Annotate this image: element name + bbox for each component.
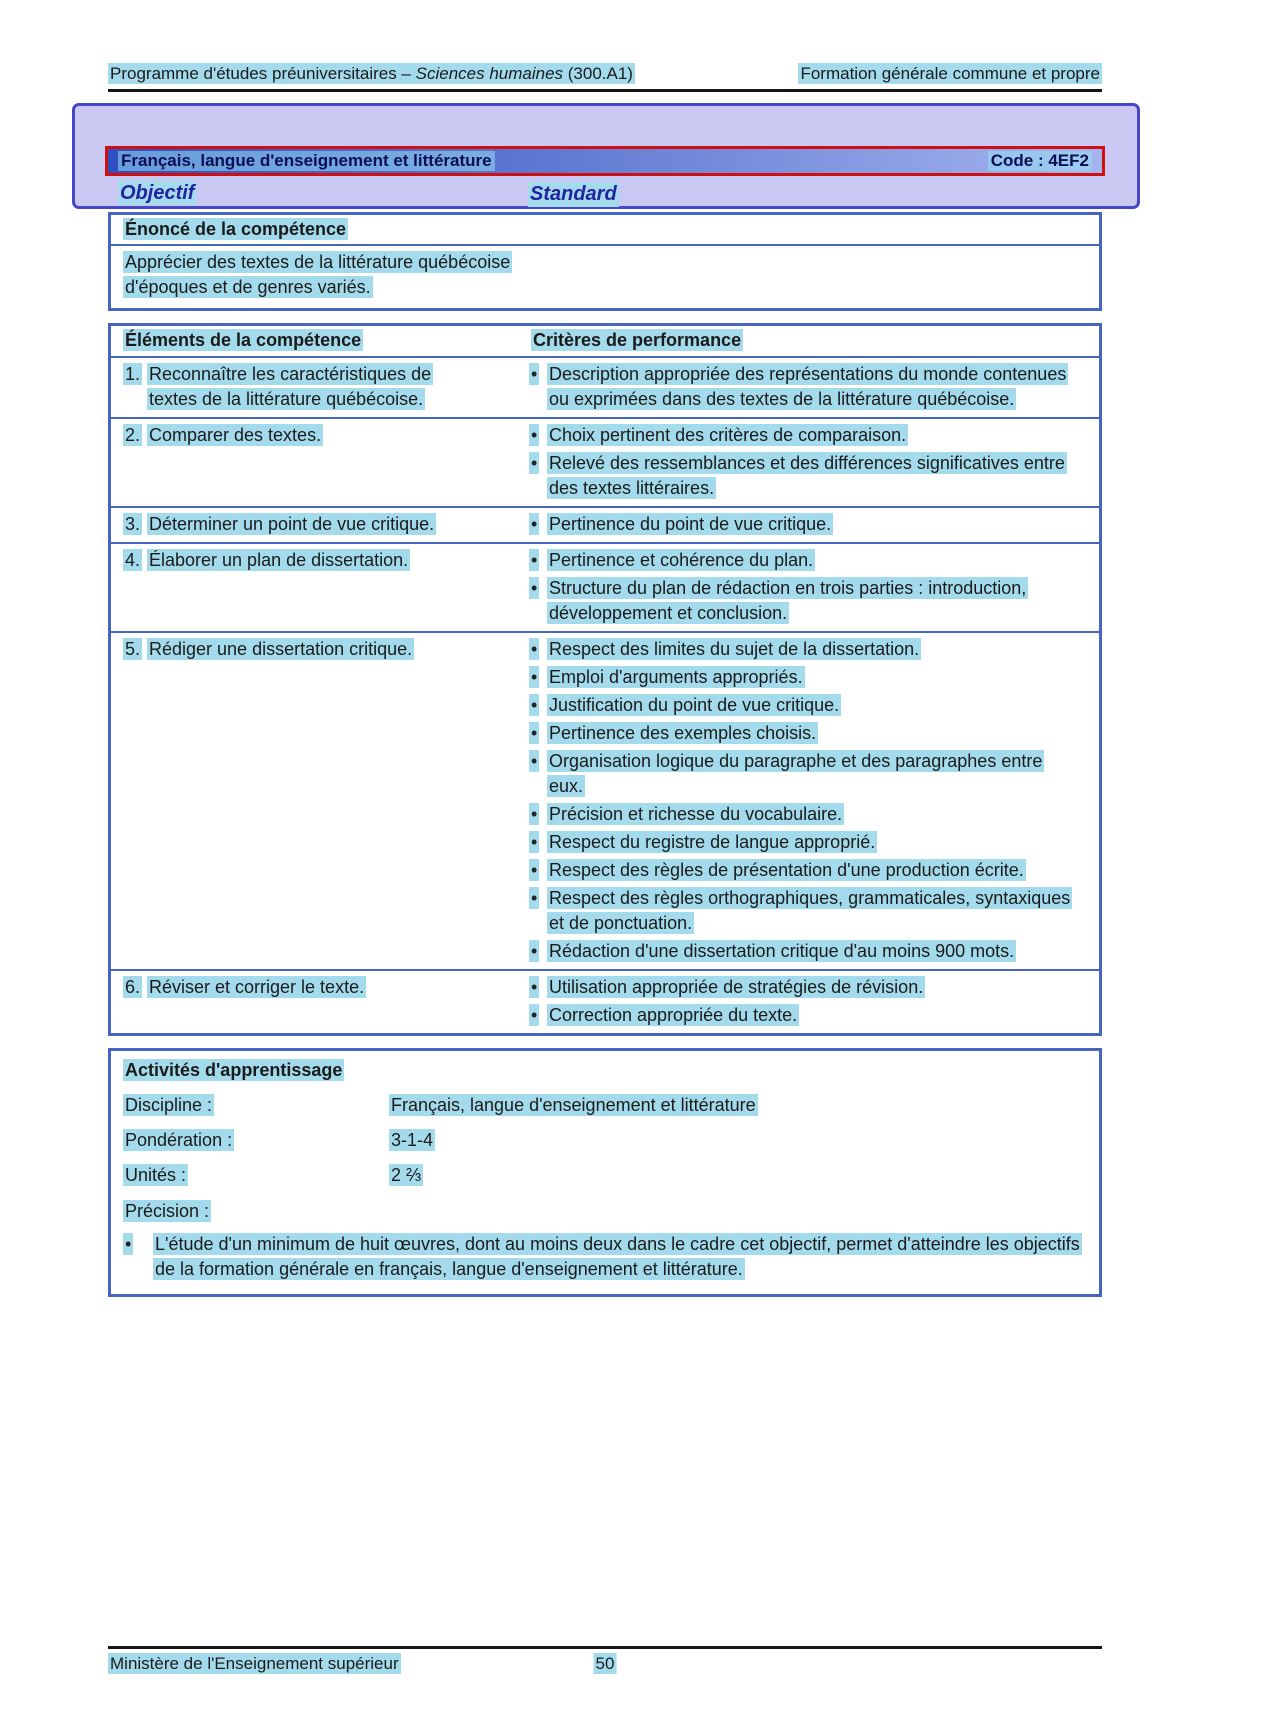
banner-subheadings (118, 182, 1108, 205)
criterion-text: Relevé des ressemblances et des différences significatives entre des textes littéraires. (549, 453, 1065, 498)
criterion-text: Pertinence et cohérence du plan. (549, 550, 814, 570)
precision-item (123, 1232, 1099, 1282)
bullet-icon: • (531, 667, 538, 687)
criterion-text: Structure du plan de rédaction en trois parties : introduction, développement et conclusion. (549, 578, 1027, 623)
course-title: Français, langue d'enseignement et littérature (118, 151, 495, 171)
page-header (108, 64, 1102, 92)
criterion-text: Correction appropriée du texte. (549, 1005, 798, 1025)
element-text: Réviser et corriger le texte. (149, 977, 365, 997)
element-number: 4. (125, 550, 141, 570)
page-number: 50 (595, 1654, 615, 1673)
criteria-cell (513, 548, 1099, 626)
element-cell (111, 637, 513, 964)
criterion-item (513, 886, 1099, 936)
title-bar-red-annotation (105, 146, 1105, 176)
criterion-text: Pertinence des exemples choisis. (549, 723, 817, 743)
element-number: 5. (125, 639, 141, 659)
criterion-text: Rédaction d'une dissertation critique d'au moins 900 mots. (549, 941, 1015, 961)
table-row (111, 419, 1099, 508)
criterion-item (513, 362, 1099, 412)
criterion-item (513, 1003, 1099, 1028)
bullet-icon: • (531, 1005, 538, 1025)
criterion-item (513, 858, 1099, 883)
criterion-item (513, 939, 1099, 964)
bullet-icon: • (531, 550, 538, 570)
course-banner (72, 103, 1140, 209)
criterion-item (513, 975, 1099, 1000)
bullet-icon: • (531, 453, 538, 473)
criterion-item (513, 548, 1099, 573)
enonce-box (108, 212, 1102, 311)
field-value: 2 ⅔ (391, 1165, 422, 1185)
element-text: Élaborer un plan de dissertation. (149, 550, 409, 570)
element-number: 2. (125, 425, 141, 445)
bullet-icon: • (531, 832, 538, 852)
program-title-prefix: Programme d'études préuniversitaires – (110, 64, 416, 83)
criteres-column-header: Critères de performance (533, 330, 742, 350)
program-title-italic: Sciences humaines (415, 64, 564, 83)
criteria-cell (513, 423, 1099, 501)
table-row (111, 358, 1099, 419)
criterion-text: Justification du point de vue critique. (549, 695, 840, 715)
criterion-item (513, 576, 1099, 626)
criterion-item (513, 637, 1099, 662)
element-number: 1. (125, 364, 141, 384)
criterion-item (513, 665, 1099, 690)
bullet-icon: • (531, 723, 538, 743)
enonce-body (111, 246, 1099, 308)
discipline-field (123, 1093, 1099, 1118)
element-cell (111, 423, 513, 501)
page-footer (108, 1646, 1102, 1674)
criteria-cell (513, 362, 1099, 412)
bullet-icon: • (531, 364, 538, 384)
header-program-title (108, 64, 635, 84)
criterion-text: Respect des limites du sujet de la dissertation. (549, 639, 920, 659)
element-cell (111, 512, 513, 537)
table-row (111, 544, 1099, 633)
element-text: Reconnaître les caractéristiques de textes de la littérature québécoise. (149, 364, 432, 409)
element-text: Déterminer un point de vue critique. (149, 514, 435, 534)
course-title-bar (108, 149, 1102, 173)
criteria-cell (513, 975, 1099, 1028)
criterion-text: Pertinence du point de vue critique. (549, 514, 832, 534)
criterion-text: Description appropriée des représentations du monde contenues ou exprimées dans des textes de la littérature québécoise. (549, 364, 1067, 409)
element-text: Comparer des textes. (149, 425, 322, 445)
footer-ministry: Ministère de l'Enseignement supérieur (110, 1654, 399, 1673)
criterion-text: Emploi d'arguments appropriés. (549, 667, 803, 687)
element-cell (111, 362, 513, 412)
bullet-icon: • (531, 751, 538, 771)
competence-table (108, 323, 1102, 1036)
document-page (0, 64, 1275, 1715)
bullet-icon: • (531, 888, 538, 908)
activites-header: Activités d'apprentissage (125, 1060, 343, 1080)
criterion-item (513, 749, 1099, 799)
course-code: Code : 4EF2 (988, 151, 1092, 171)
criterion-item (513, 451, 1099, 501)
criterion-text: Précision et richesse du vocabulaire. (549, 804, 843, 824)
criterion-item (513, 721, 1099, 746)
ponderation-field (123, 1128, 1099, 1153)
precision-text: L'étude d'un minimum de huit œuvres, dont au moins deux dans le cadre cet objectif, permet d'atteindre les objectifs de la formation générale en français, langue d'enseignement et littérature. (155, 1234, 1080, 1279)
table-row (111, 633, 1099, 971)
bullet-icon: • (531, 578, 538, 598)
criteria-cell (513, 512, 1099, 537)
elements-column-header: Éléments de la compétence (125, 330, 362, 350)
field-value: 3-1-4 (391, 1130, 434, 1150)
criterion-text: Choix pertinent des critères de comparaison. (549, 425, 907, 445)
element-text: Rédiger une dissertation critique. (149, 639, 413, 659)
criterion-text: Respect du registre de langue approprié. (549, 832, 876, 852)
element-number: 6. (125, 977, 141, 997)
criterion-text: Respect des règles orthographiques, grammaticales, syntaxiques et de ponctuation. (549, 888, 1071, 933)
standard-heading: Standard (530, 183, 617, 205)
objectif-heading: Objectif (120, 182, 195, 204)
precision-label: Précision : (125, 1201, 210, 1221)
element-cell (111, 975, 513, 1028)
table-row (111, 508, 1099, 544)
bullet-icon: • (531, 514, 538, 534)
field-value: Français, langue d'enseignement et littérature (391, 1095, 756, 1115)
bullet-icon: • (531, 695, 538, 715)
criterion-item (513, 512, 1099, 537)
field-label: Discipline : (125, 1095, 213, 1115)
criterion-item (513, 802, 1099, 827)
criterion-item (513, 830, 1099, 855)
field-label: Unités : (125, 1165, 187, 1185)
element-cell (111, 548, 513, 626)
table-row (111, 971, 1099, 1033)
criterion-item (513, 423, 1099, 448)
bullet-icon: • (531, 804, 538, 824)
bullet-icon: • (125, 1234, 132, 1254)
bullet-icon: • (531, 977, 538, 997)
activites-box (108, 1048, 1102, 1297)
element-number: 3. (125, 514, 141, 534)
criterion-text: Organisation logique du paragraphe et des paragraphes entre eux. (549, 751, 1043, 796)
bullet-icon: • (531, 425, 538, 445)
bullet-icon: • (531, 639, 538, 659)
criterion-text: Utilisation appropriée de stratégies de révision. (549, 977, 924, 997)
enonce-text: Apprécier des textes de la littérature québécoise d'époques et de genres variés. (125, 252, 511, 297)
table-header-row (111, 326, 1099, 358)
criterion-item (513, 693, 1099, 718)
bullet-icon: • (531, 860, 538, 880)
criteria-cell (513, 637, 1099, 964)
field-label: Pondération : (125, 1130, 233, 1150)
program-title-suffix: (300.A1) (563, 64, 633, 83)
enonce-header: Énoncé de la compétence (111, 215, 1099, 246)
bullet-icon: • (531, 941, 538, 961)
header-section-title: Formation générale commune et propre (800, 64, 1100, 83)
criterion-text: Respect des règles de présentation d'une production écrite. (549, 860, 1024, 880)
unites-field (123, 1163, 1099, 1188)
